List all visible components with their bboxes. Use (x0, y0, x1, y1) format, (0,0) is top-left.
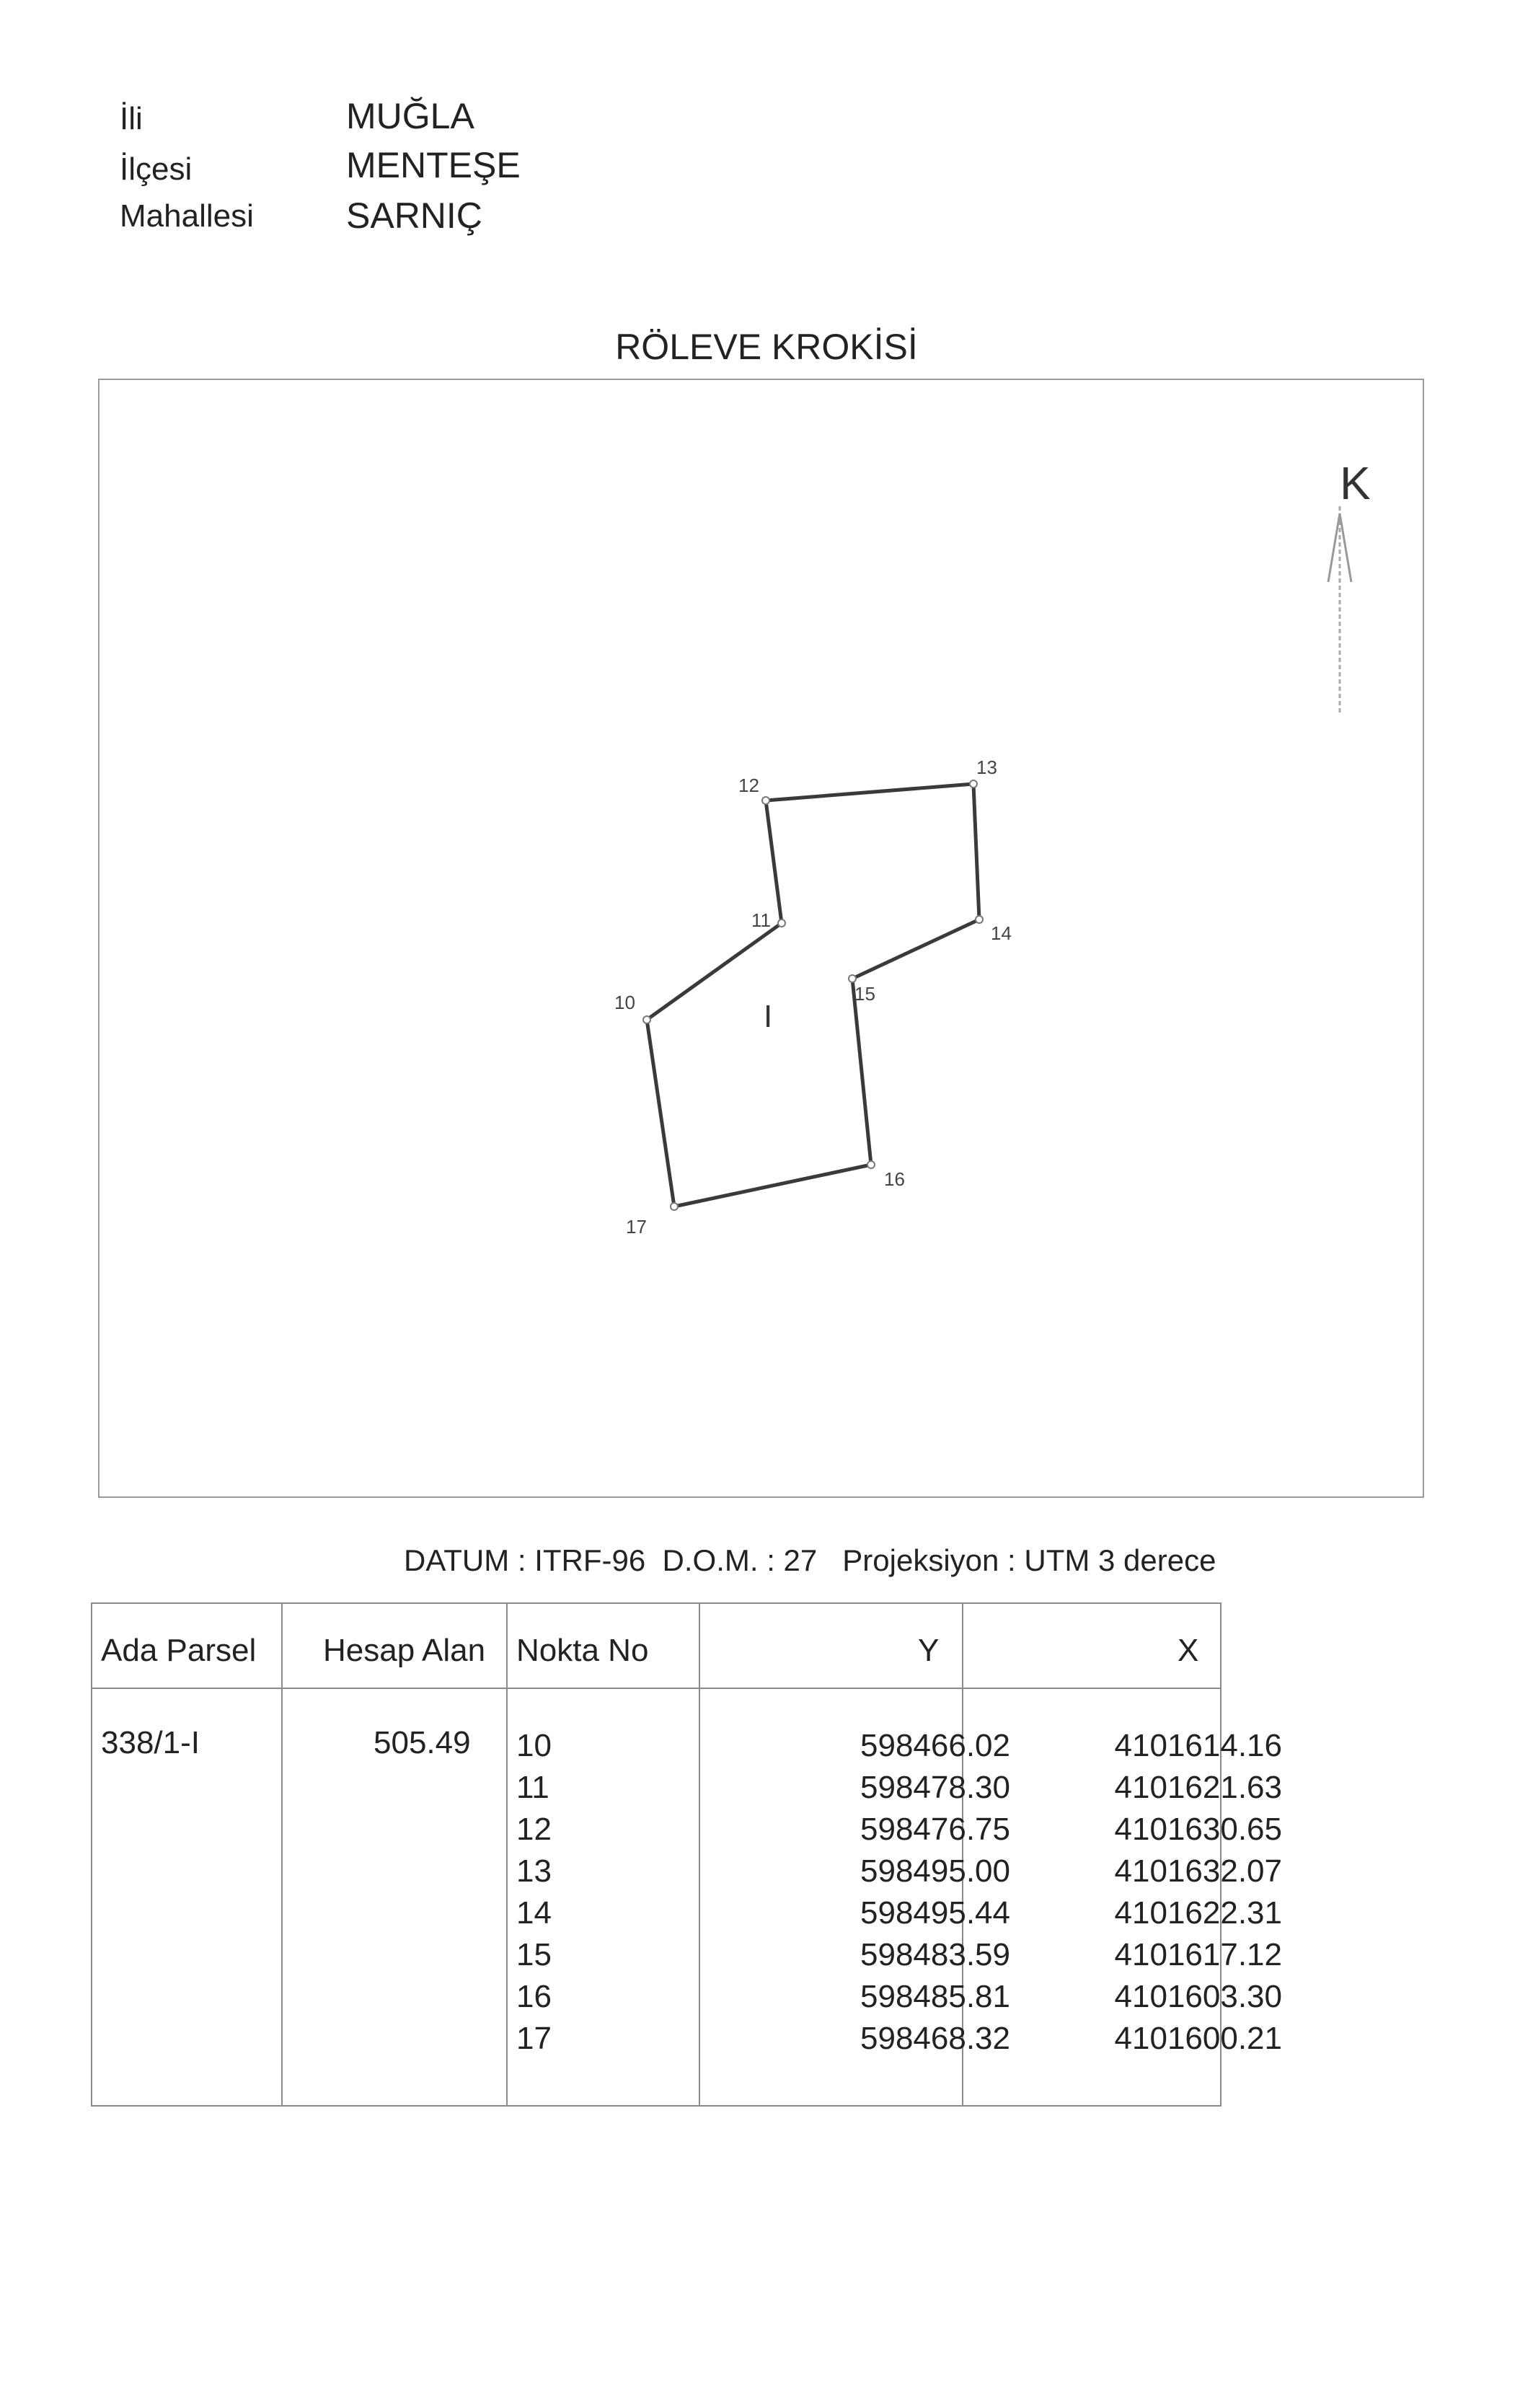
table-cell-no: 10 (516, 1728, 552, 1763)
point-marker-10 (643, 1016, 650, 1023)
y-column (817, 1725, 1010, 2060)
table-cell-x: 4101603.30 (1114, 1979, 1282, 2014)
point-marker-11 (778, 919, 785, 927)
point-label-11: 11 (751, 909, 771, 931)
sketch-frame (98, 379, 1424, 1498)
point-marker-17 (671, 1203, 678, 1210)
point-marker-15 (849, 975, 856, 982)
table-cell-y: 598476.75 (860, 1812, 1010, 1847)
table-cell-no: 12 (516, 1812, 552, 1847)
table-cell-y: 598466.02 (860, 1728, 1010, 1763)
column-divider (699, 1604, 700, 2105)
table-cell-y: 598478.30 (860, 1770, 1010, 1805)
coordinate-table (91, 1602, 1282, 2107)
ilce-label: İlçesi (120, 151, 193, 187)
table-cell-x: 4101617.12 (1114, 1937, 1282, 1972)
table-cell-y: 598483.59 (860, 1937, 1010, 1972)
header-ada-parsel: Ada Parsel (101, 1633, 257, 1668)
point-label-17: 17 (626, 1216, 647, 1238)
north-arrow-icon (1328, 506, 1351, 713)
table-cell-x: 4101614.16 (1114, 1728, 1282, 1763)
parcel-boundary (647, 784, 979, 1207)
north-label: K (1340, 457, 1371, 509)
il-value: MUĞLA (346, 96, 474, 136)
point-marker-14 (976, 916, 983, 923)
table-cell-no: 14 (516, 1895, 552, 1931)
hesap-alan-value: 505.49 (374, 1725, 471, 1760)
table-cell-no: 11 (516, 1770, 549, 1805)
nokta-no-column (516, 1725, 552, 2060)
table-cell-y: 598495.00 (860, 1853, 1010, 1889)
ilce-value: MENTEŞE (346, 145, 521, 185)
column-divider (281, 1604, 283, 2105)
table-cell-x: 4101630.65 (1114, 1812, 1282, 1847)
point-marker-12 (762, 797, 769, 804)
parcel-label: I (764, 999, 773, 1034)
header-x: X (1178, 1633, 1199, 1668)
table-cell-no: 13 (516, 1853, 552, 1889)
header-y: Y (918, 1633, 940, 1668)
parcel-sketch (100, 380, 1426, 1499)
table-cell-x: 4101632.07 (1114, 1853, 1282, 1889)
table-cell-no: 16 (516, 1979, 552, 2014)
point-label-15: 15 (854, 983, 875, 1005)
header-nokta-no: Nokta No (516, 1633, 649, 1668)
mahalle-value: SARNIÇ (346, 195, 482, 236)
table-cell-y: 598468.32 (860, 2021, 1010, 2056)
table-cell-x: 4101600.21 (1114, 2021, 1282, 2056)
table-cell-no: 15 (516, 1937, 552, 1972)
point-label-12: 12 (738, 775, 759, 796)
header-divider (92, 1688, 1220, 1689)
point-label-10: 10 (614, 992, 635, 1013)
point-label-14: 14 (991, 922, 1012, 944)
column-divider (506, 1604, 508, 2105)
x-column (1073, 1725, 1282, 2060)
table-cell-y: 598485.81 (860, 1979, 1010, 2014)
mahalle-label: Mahallesi (120, 198, 254, 234)
point-label-16: 16 (884, 1168, 905, 1190)
datum-line: DATUM : ITRF-96 D.O.M. : 27 Projeksiyon : UTM 3 derece (404, 1543, 1216, 1577)
point-marker-13 (970, 780, 977, 788)
point-label-13: 13 (976, 757, 997, 778)
point-marker-16 (867, 1161, 875, 1168)
il-label: İli (120, 101, 143, 136)
table-cell-y: 598495.44 (860, 1895, 1010, 1931)
ada-parsel-value: 338/1-I (101, 1725, 200, 1760)
table-cell-x: 4101622.31 (1114, 1895, 1282, 1931)
table-cell-x: 4101621.63 (1114, 1770, 1282, 1805)
header-hesap-alan: Hesap Alan (323, 1633, 486, 1668)
sketch-title: RÖLEVE KROKİSİ (615, 327, 918, 367)
table-cell-no: 17 (516, 2021, 552, 2056)
